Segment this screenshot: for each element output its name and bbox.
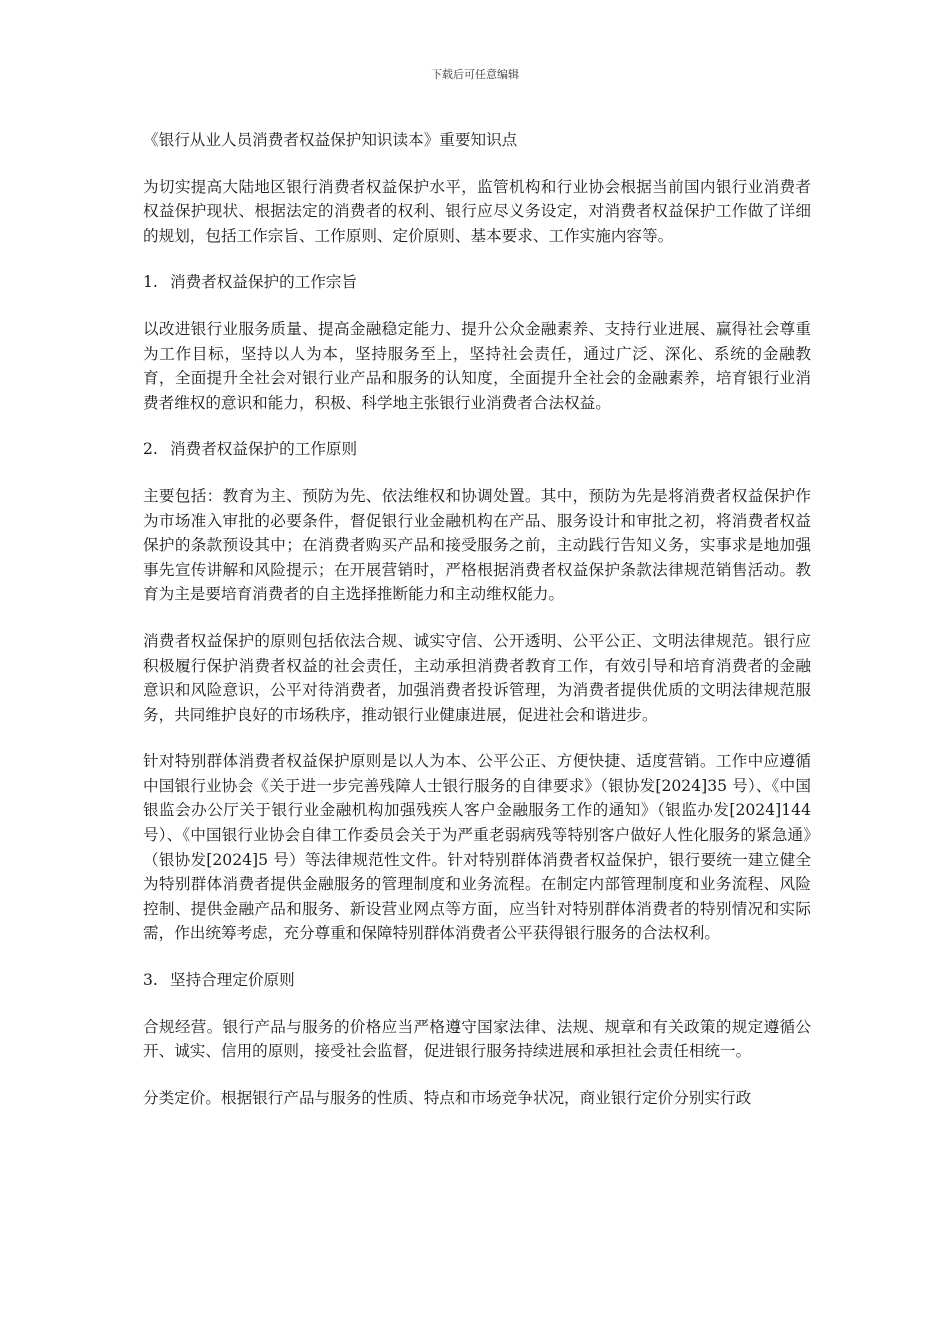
paragraph: 分类定价。根据银行产品与服务的性质、特点和市场竞争状况，商业银行定价分别实行政 [143, 1088, 752, 1107]
paragraph: 消费者权益保护的原则包括依法合规、诚实守信、公开透明、公平公正、文明法律规范。银行应积极履行保护消费者权益的社会责任，主动承担消费者教育工作，有效引导和培育消费者的金融意识和风险意识，公平对待消费者，加强消费者投诉管理，为消费者提供优质的文明法律规范服务，共同维护良好的市场秩序，推动银行业健康进展，促进社会和谐进步。 [143, 631, 811, 724]
paragraph: 合规经营。银行产品与服务的价格应当严格遵守国家法律、法规、规章和有关政策的规定遵循公开、诚实、信用的原则，接受社会监督，促进银行服务持续进展和承担社会责任相统一。 [143, 1017, 811, 1061]
section-heading-text: 消费者权益保护的工作原则 [169, 440, 358, 459]
section-heading [143, 437, 811, 462]
section-heading [143, 968, 811, 993]
paragraph: 主要包括：教育为主、预防为先、依法维权和协调处置。其中，预防为先是将消费者权益保护作为市场准入审批的必要条件，督促银行业金融机构在产品、服务设计和审批之初，将消费者权益保护的条款预设其中；在消费者购买产品和接受服务之前，主动践行告知义务，实事求是地加强事先宣传讲解和风险提示；在开展营销时，严格根据消费者权益保护条款法律规范销售活动。教育为主是要培育消费者的自主选择推断能力和主动维权能力。 [143, 486, 811, 604]
paragraph: 以改进银行业服务质量、提高金融稳定能力、提升公众金融素养、支持行业进展、赢得社会尊重为工作目标，坚持以人为本，坚持服务至上，坚持社会责任，通过广泛、深化、系统的金融教育，全面提升全社会对银行业产品和服务的认知度，全面提升全社会的金融素养，培育银行业消费者维权的意识和能力，积极、科学地主张银行业消费者合法权益。 [143, 319, 811, 412]
page-header: 下载后可任意编辑 [431, 68, 519, 81]
section-number: 2. [143, 440, 158, 459]
section-heading-text: 消费者权益保护的工作宗旨 [169, 273, 358, 292]
section-number: 1. [143, 273, 158, 292]
intro-paragraph: 为切实提高大陆地区银行消费者权益保护水平，监管机构和行业协会根据当前国内银行业消费者权益保护现状、根据法定的消费者的权利、银行应尽义务设定，对消费者权益保护工作做了详细的规划，包括工作宗旨、工作原则、定价原则、基本要求、工作实施内容等。 [143, 177, 811, 245]
section-heading [143, 270, 811, 295]
section-1 [143, 270, 811, 415]
document-title: 《银行从业人员消费者权益保护知识读本》重要知识点 [143, 131, 518, 149]
section-number: 3. [143, 971, 158, 990]
section-heading-text: 坚持合理定价原则 [169, 971, 295, 990]
section-2 [143, 437, 811, 946]
paragraph: 针对特别群体消费者权益保护原则是以人为本、公平公正、方便快捷、适度营销。工作中应遵循中国银行业协会《关于进一步完善残障人士银行服务的自律要求》（银协发[2024]35 号）、《中国银监会办公厅关于银行业金融机构加强残疾人客户金融服务工作的通知》（银监办发[2024]144 号）、《中国银行业协会自律工作委员会关于为严重老弱病残等特别客户做好人性化服务的紧急通》（银协发[2024]5 号）等法律规范性文件。针对特别群体消费者权益保护，银行要统一建立健全为特别群体消费者提供金融服务的管理制度和业务流程。在制定内部管理制度和业务流程、风险控制、提供金融产品和服务、新设营业网点等方面，应当针对特别群体消费者的特别情况和实际需，作出统筹考虑，充分尊重和保障特别群体消费者公平获得银行服务的合法权利。 [143, 752, 811, 943]
section-3 [143, 968, 811, 1110]
document-body [143, 128, 811, 1110]
